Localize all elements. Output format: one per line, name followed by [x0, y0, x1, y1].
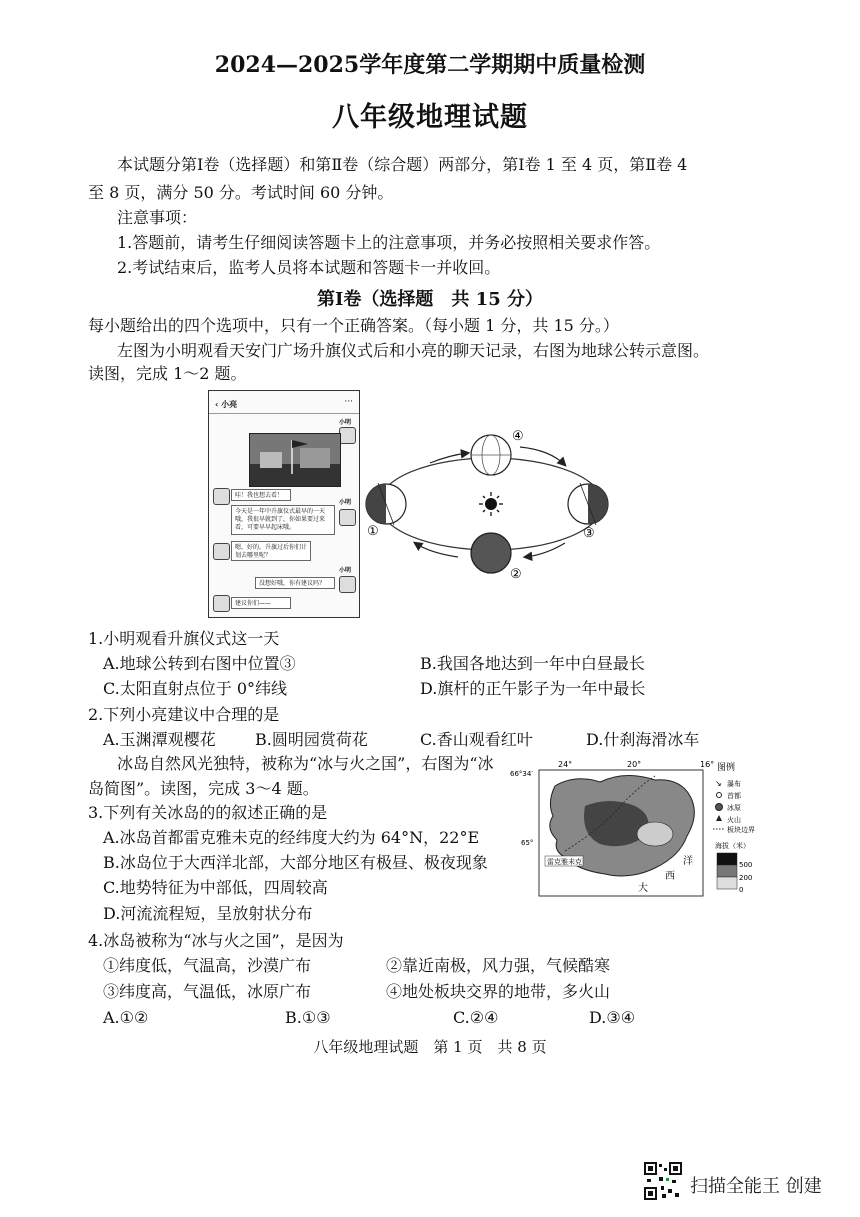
q2-option-a: A.玉渊潭观樱花	[103, 730, 216, 749]
q2-option-d: D.什刹海滑冰车	[586, 730, 700, 749]
elevation-title: 海拔（米）	[715, 842, 750, 850]
capital-label: 雷克雅未克	[547, 858, 582, 866]
chat-message-3: 嗯，好的。升旗过后你们计划去哪里呢？	[231, 541, 311, 561]
q3-option-d: D.河流流程短，呈放射状分布	[103, 904, 313, 923]
material2-line-1: 冰岛自然风光独特，被称为“冰与火之国”，右图为“冰	[117, 754, 494, 773]
legend-volcano: 火山	[727, 816, 741, 824]
notes-title: 注意事项：	[117, 208, 198, 227]
avatar	[213, 543, 230, 560]
intro-line-2: 至 8 页，满分 50 分。考试时间 60 分钟。	[88, 183, 394, 202]
q1-option-d: D.旗杆的正午影子为一年中最长	[420, 679, 646, 698]
orbit-arrow	[525, 543, 565, 557]
chat-name-xiaoming-2: 小明	[339, 499, 352, 506]
lat-label-65: 65°	[521, 839, 534, 847]
iceland-map	[505, 756, 785, 906]
q1-stem: 1.小明观看升旗仪式这一天	[88, 629, 280, 648]
chat-divider	[209, 413, 359, 414]
q2-option-c: C.香山观看红叶	[420, 730, 533, 749]
scanner-watermark: 扫描全能王 创建	[690, 1176, 822, 1197]
q4-statement-2: ②靠近南极，风力强，气候酷寒	[386, 956, 611, 975]
q3-option-b: B.冰岛位于大西洋北部，大部分地区有极昼、极夜现象	[103, 853, 488, 872]
sun-icon	[479, 492, 503, 516]
chat-name-xiaoming-3: 小明	[339, 567, 352, 574]
capital-icon	[717, 793, 722, 798]
q1-option-a: A.地球公转到右图中位置③	[103, 654, 296, 673]
sea-label-da: 大	[638, 883, 648, 894]
intro-line-1: 本试题分第Ⅰ卷（选择题）和第Ⅱ卷（综合题）两部分，第Ⅰ卷 1 至 4 页，第Ⅱ卷 4	[117, 155, 688, 174]
q2-option-b: B.圆明园赏荷花	[255, 730, 368, 749]
avatar	[339, 576, 356, 593]
earth-position-2	[471, 533, 511, 573]
legend-waterfall: 瀑布	[727, 780, 741, 788]
material2-line-2: 岛简图”。读图，完成 3～4 题。	[88, 779, 319, 798]
avatar	[339, 509, 356, 526]
ice-field-icon	[716, 804, 723, 811]
chat-record-figure	[208, 390, 360, 618]
orbit-label-4: ④	[512, 429, 524, 444]
waterfall-icon: ↘	[715, 779, 722, 788]
q4-option-a: A.①②	[103, 1008, 149, 1027]
lon-label-20: 20°	[627, 760, 642, 769]
lon-label-16: 16°	[700, 760, 715, 769]
page-footer: 八年级地理试题 第 1 页 共 8 页	[313, 1038, 547, 1056]
lat-label-66: 66°34′	[510, 770, 533, 778]
section-instruction: 每小题给出的四个选项中，只有一个正确答案。（每小题 1 分，共 15 分。）	[88, 316, 619, 335]
flag-ceremony-photo	[249, 433, 341, 487]
q3-option-c: C.地势特征为中部低，四周较高	[103, 878, 328, 897]
q4-option-b: B.①③	[285, 1008, 331, 1027]
photo-image	[250, 434, 340, 486]
legend-capital: 首都	[727, 792, 741, 800]
elevation-swatch-low	[717, 877, 737, 889]
sea-label-yang: 洋	[683, 856, 693, 867]
q3-stem: 3.下列有关冰岛的的叙述正确的是	[88, 803, 328, 822]
note-1: 1.答题前，请考生仔细阅读答题卡上的注意事项，并务必按照相关要求作答。	[117, 233, 661, 252]
chat-menu-icon: ···	[344, 397, 353, 407]
legend-ice-field: 冰原	[727, 804, 741, 812]
avatar	[213, 488, 230, 505]
avatar	[213, 595, 230, 612]
orbit-arrow	[520, 447, 565, 465]
orbit-label-3: ③	[583, 526, 595, 541]
q4-option-c: C.②④	[453, 1008, 499, 1027]
earth-position-4	[471, 435, 511, 475]
volcano-icon	[716, 815, 722, 821]
chat-message-4: 没想好哦，你有建议吗？	[255, 577, 335, 589]
exam-title: 2024—2025学年度第二学期期中质量检测	[214, 52, 646, 78]
sea-label-xi: 西	[665, 871, 675, 882]
orbit-label-1: ①	[367, 524, 379, 539]
earth-position-1	[366, 483, 406, 525]
q4-option-d: D.③④	[589, 1008, 636, 1027]
exam-subtitle: 八年级地理试题	[332, 102, 528, 133]
q3-option-a: A.冰岛首都雷克雅未克的经纬度大约为 64°N，22°E	[103, 828, 480, 847]
note-2: 2.考试结束后，监考人员将本试题和答题卡一并收回。	[117, 258, 501, 277]
lon-label-24: 24°	[558, 760, 573, 769]
q4-statement-4: ④地处板块交界的地带，多火山	[386, 982, 611, 1001]
avatar	[339, 427, 356, 444]
chat-message-2: 今天是一年中升旗仪式最早的一天哦，我很早就到了，你如果要过来看，可要早早起床哦。	[231, 505, 335, 535]
elevation-500: 500	[739, 861, 753, 869]
legend-title: 图例	[717, 763, 736, 773]
q4-statement-3: ③纬度高，气温低，冰原广布	[103, 982, 312, 1001]
glacier-area	[637, 822, 673, 846]
elevation-swatch-mid	[717, 865, 737, 877]
q4-statement-1: ①纬度低，气温高，沙漠广布	[103, 956, 312, 975]
q4-stem: 4.冰岛被称为“冰与火之国”，是因为	[88, 931, 344, 950]
material-line-2: 读图，完成 1～2 题。	[88, 364, 247, 383]
orbit-label-2: ②	[510, 567, 522, 582]
elevation-200: 200	[739, 874, 753, 882]
legend-plate-boundary: 板块边界	[727, 826, 755, 834]
section-title: 第Ⅰ卷（选择题 共 15 分）	[316, 289, 543, 310]
elevation-swatch-high	[717, 853, 737, 865]
chat-message-5: 建议你们——	[231, 597, 291, 609]
qr-code-icon	[644, 1162, 682, 1200]
orbit-arrow	[415, 543, 458, 557]
elevation-0: 0	[739, 886, 744, 894]
chat-message-1: 哇！我也想去看！	[231, 489, 291, 501]
material-line-1: 左图为小明观看天安门广场升旗仪式后和小亮的聊天记录，右图为地球公转示意图。	[117, 341, 710, 360]
earth-revolution-diagram	[360, 425, 620, 583]
chat-name-xiaoming-1: 小明	[339, 419, 352, 426]
earth-position-3	[568, 483, 608, 525]
q1-option-c: C.太阳直射点位于 0°纬线	[103, 679, 288, 698]
q1-option-b: B.我国各地达到一年中白昼最长	[420, 654, 645, 673]
q2-stem: 2.下列小亮建议中合理的是	[88, 705, 280, 724]
chat-contact-name: ‹ 小亮	[215, 400, 238, 409]
